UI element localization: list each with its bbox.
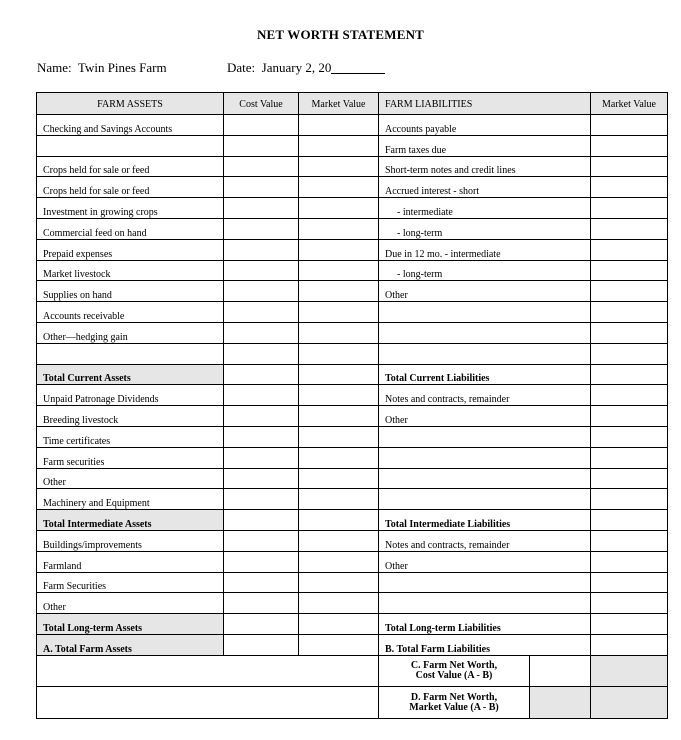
header-farm-liabilities: FARM LIABILITIES: [379, 93, 591, 115]
asset-cost-value[interactable]: [224, 385, 299, 406]
asset-cost-value[interactable]: [224, 530, 299, 551]
net-worth-summary: [36, 655, 668, 719]
market-net-worth-value[interactable]: [591, 687, 668, 719]
asset-label: Breeding livestock: [37, 406, 224, 427]
liability-label: B. Total Farm Liabilities: [379, 634, 591, 655]
asset-cost-value[interactable]: [224, 281, 299, 302]
liability-label: [379, 322, 591, 343]
cost-net-worth-line1: C. Farm Net Worth,: [410, 660, 498, 671]
liability-label: Other: [379, 406, 591, 427]
asset-label: [37, 343, 224, 364]
asset-market-value[interactable]: [299, 510, 379, 531]
liability-market-value[interactable]: [591, 281, 668, 302]
table-row: [37, 426, 668, 447]
asset-market-value[interactable]: [299, 281, 379, 302]
asset-cost-value[interactable]: [224, 302, 299, 323]
liability-label: Total Long-term Liabilities: [379, 614, 591, 635]
market-net-worth-line1: D. Farm Net Worth,: [410, 691, 498, 703]
asset-cost-value[interactable]: [224, 198, 299, 219]
table-row: [37, 551, 668, 572]
asset-market-value[interactable]: [299, 530, 379, 551]
asset-cost-value[interactable]: [224, 156, 299, 177]
table-header-row: [37, 93, 668, 115]
liability-label: - long-term: [379, 260, 591, 281]
asset-market-value[interactable]: [299, 260, 379, 281]
liability-market-value[interactable]: [591, 530, 668, 551]
asset-market-value[interactable]: [299, 447, 379, 468]
asset-label: Farmland: [37, 551, 224, 572]
name-value[interactable]: Twin Pines Farm: [77, 60, 167, 75]
asset-market-value[interactable]: [299, 218, 379, 239]
liability-label: Total Current Liabilities: [379, 364, 591, 385]
table-row: [37, 302, 668, 323]
asset-market-value[interactable]: [299, 177, 379, 198]
date-label: Date:: [227, 60, 256, 75]
asset-cost-value[interactable]: [224, 510, 299, 531]
page-title: NET WORTH STATEMENT: [256, 27, 425, 42]
table-row: [37, 530, 668, 551]
asset-cost-value[interactable]: [224, 551, 299, 572]
liability-market-value[interactable]: [591, 364, 668, 385]
liability-label: - intermediate: [379, 198, 591, 219]
liability-market-value[interactable]: [591, 510, 668, 531]
liability-label: Notes and contracts, remainder: [379, 385, 591, 406]
asset-label: Accounts receivable: [37, 302, 224, 323]
asset-market-value[interactable]: [299, 551, 379, 572]
name-line: [37, 60, 167, 76]
asset-cost-value[interactable]: [224, 177, 299, 198]
liability-label: [379, 426, 591, 447]
liability-market-value[interactable]: [591, 260, 668, 281]
asset-cost-value[interactable]: [224, 343, 299, 364]
asset-label: Total Current Assets: [37, 364, 224, 385]
asset-cost-value[interactable]: [224, 426, 299, 447]
asset-label: Commercial feed on hand: [37, 218, 224, 239]
asset-market-value[interactable]: [299, 135, 379, 156]
asset-label: Investment in growing crops: [37, 198, 224, 219]
liability-market-value[interactable]: [591, 218, 668, 239]
asset-label: Supplies on hand: [37, 281, 224, 302]
liability-market-value[interactable]: [591, 447, 668, 468]
asset-market-value[interactable]: [299, 468, 379, 489]
table-row: [37, 322, 668, 343]
asset-label: Other: [37, 468, 224, 489]
liability-market-value[interactable]: [591, 406, 668, 427]
asset-market-value[interactable]: [299, 593, 379, 614]
asset-label: Farm securities: [37, 447, 224, 468]
table-row: [37, 239, 668, 260]
table-row: [37, 406, 668, 427]
asset-cost-value[interactable]: [224, 468, 299, 489]
table-row: [37, 364, 668, 385]
asset-label: Other—hedging gain: [37, 322, 224, 343]
liability-market-value[interactable]: [591, 614, 668, 635]
asset-market-value[interactable]: [299, 614, 379, 635]
table-row: [37, 614, 668, 635]
cost-net-worth-value[interactable]: [530, 656, 591, 687]
asset-market-value[interactable]: [299, 343, 379, 364]
liability-label: [379, 302, 591, 323]
asset-cost-value[interactable]: [224, 135, 299, 156]
liability-market-value[interactable]: [591, 572, 668, 593]
asset-label: [37, 135, 224, 156]
date-blank[interactable]: [331, 60, 385, 74]
asset-market-value[interactable]: [299, 198, 379, 219]
liability-label: Total Intermediate Liabilities: [379, 510, 591, 531]
asset-market-value[interactable]: [299, 426, 379, 447]
table-row: [37, 593, 668, 614]
asset-label: Farm Securities: [37, 572, 224, 593]
liability-label: [379, 572, 591, 593]
table-row: [37, 572, 668, 593]
table-row: [37, 489, 668, 510]
asset-label: Checking and Savings Accounts: [37, 115, 224, 136]
cost-net-worth-shaded: [591, 656, 668, 687]
asset-cost-value[interactable]: [224, 572, 299, 593]
table-row: [37, 468, 668, 489]
cost-net-worth-line2: Cost Value (A - B): [415, 670, 493, 681]
asset-cost-value[interactable]: [224, 489, 299, 510]
table-row: [37, 281, 668, 302]
summary-blank-left: [37, 656, 379, 687]
asset-label: Crops held for sale or feed: [37, 177, 224, 198]
liability-label: Due in 12 mo. - intermediate: [379, 239, 591, 260]
liability-market-value[interactable]: [591, 115, 668, 136]
liability-label: Other: [379, 551, 591, 572]
liability-market-value[interactable]: [591, 468, 668, 489]
net-worth-table: [36, 92, 668, 656]
asset-cost-value[interactable]: [224, 218, 299, 239]
liability-market-value[interactable]: [591, 198, 668, 219]
market-net-worth-shaded: [530, 687, 591, 719]
asset-label: Crops held for sale or feed: [37, 156, 224, 177]
header-farm-assets: FARM ASSETS: [37, 93, 224, 115]
liability-label: [379, 489, 591, 510]
name-label: Name:: [37, 60, 72, 75]
liability-label: Short-term notes and credit lines: [379, 156, 591, 177]
asset-cost-value[interactable]: [224, 364, 299, 385]
asset-market-value[interactable]: [299, 572, 379, 593]
asset-cost-value[interactable]: [224, 593, 299, 614]
asset-market-value[interactable]: [299, 239, 379, 260]
date-line: [227, 60, 385, 76]
liability-market-value[interactable]: [591, 135, 668, 156]
liability-label: Notes and contracts, remainder: [379, 530, 591, 551]
table-row: [37, 198, 668, 219]
asset-market-value[interactable]: [299, 115, 379, 136]
asset-market-value[interactable]: [299, 302, 379, 323]
liability-label: Accounts payable: [379, 115, 591, 136]
asset-label: Machinery and Equipment: [37, 489, 224, 510]
asset-cost-value[interactable]: [224, 322, 299, 343]
asset-label: Market livestock: [37, 260, 224, 281]
liability-label: Other: [379, 281, 591, 302]
table-row: [37, 385, 668, 406]
market-net-worth-line2: Market Value (A - B): [409, 701, 499, 713]
asset-label: Total Long-term Assets: [37, 614, 224, 635]
liability-market-value[interactable]: [591, 239, 668, 260]
asset-market-value[interactable]: [299, 322, 379, 343]
asset-cost-value[interactable]: [224, 406, 299, 427]
asset-label: Other: [37, 593, 224, 614]
asset-cost-value[interactable]: [224, 614, 299, 635]
table-row: [37, 343, 668, 364]
table-row: [37, 260, 668, 281]
asset-market-value[interactable]: [299, 634, 379, 655]
asset-cost-value[interactable]: [224, 634, 299, 655]
liability-market-value[interactable]: [591, 343, 668, 364]
table-row: [37, 218, 668, 239]
header-market-value: Market Value: [299, 93, 379, 115]
liability-label: - long-term: [379, 218, 591, 239]
liability-market-value[interactable]: [591, 156, 668, 177]
asset-label: Buildings/improvements: [37, 530, 224, 551]
liability-label: Farm taxes due: [379, 135, 591, 156]
asset-label: A. Total Farm Assets: [37, 634, 224, 655]
liability-label: [379, 468, 591, 489]
asset-cost-value[interactable]: [224, 260, 299, 281]
liability-market-value[interactable]: [591, 177, 668, 198]
liability-label: [379, 343, 591, 364]
asset-market-value[interactable]: [299, 489, 379, 510]
asset-label: Unpaid Patronage Dividends: [37, 385, 224, 406]
liability-label: Accrued interest - short: [379, 177, 591, 198]
asset-cost-value[interactable]: [224, 447, 299, 468]
liability-market-value[interactable]: [591, 302, 668, 323]
table-row: [37, 135, 668, 156]
liability-market-value[interactable]: [591, 322, 668, 343]
liability-market-value[interactable]: [591, 426, 668, 447]
market-net-worth-label: [379, 687, 530, 719]
asset-market-value[interactable]: [299, 385, 379, 406]
summary-blank-left-2: [37, 687, 379, 719]
asset-market-value[interactable]: [299, 406, 379, 427]
asset-cost-value[interactable]: [224, 115, 299, 136]
liability-market-value[interactable]: [591, 551, 668, 572]
table-row: [37, 115, 668, 136]
liability-market-value[interactable]: [591, 385, 668, 406]
asset-market-value[interactable]: [299, 156, 379, 177]
liability-label: [379, 447, 591, 468]
asset-label: Time certificates: [37, 426, 224, 447]
table-row: [37, 177, 668, 198]
liability-market-value[interactable]: [591, 489, 668, 510]
liability-market-value[interactable]: [591, 593, 668, 614]
asset-label: Total Intermediate Assets: [37, 510, 224, 531]
table-row: [37, 156, 668, 177]
cost-net-worth-label: [379, 656, 530, 687]
date-value[interactable]: January 2, 20: [261, 60, 332, 75]
asset-market-value[interactable]: [299, 364, 379, 385]
header-liability-market-value: Market Value: [591, 93, 668, 115]
table-row: [37, 634, 668, 655]
asset-cost-value[interactable]: [224, 239, 299, 260]
liability-market-value[interactable]: [591, 634, 668, 655]
header-cost-value: Cost Value: [224, 93, 299, 115]
table-row: [37, 510, 668, 531]
table-row: [37, 447, 668, 468]
asset-label: Prepaid expenses: [37, 239, 224, 260]
liability-label: [379, 593, 591, 614]
